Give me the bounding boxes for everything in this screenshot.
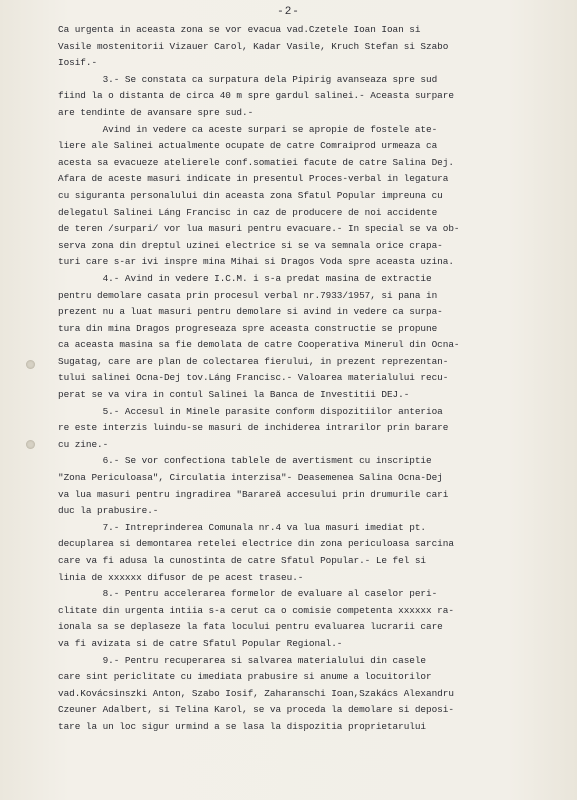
- text-line: serva zona din dreptul uzinei electrice si se va semnala orice crapa-: [58, 239, 443, 251]
- text-line: Avind in vedere ca aceste surpari se apropie de fostele ate-: [58, 123, 438, 135]
- text-line: prezent nu a luat masuri pentru demolare si avind in vedere ca surpa-: [58, 306, 443, 318]
- punch-hole: [26, 360, 35, 369]
- text-line: Iosif.-: [58, 57, 98, 69]
- text-line: decuplarea si demontarea retelei electrice din zona periculoasa sarcina: [58, 538, 454, 550]
- text-line: 7.- Intreprinderea Comunala nr.4 va lua masuri imediat pt.: [58, 521, 427, 533]
- document-body: [58, 22, 570, 736]
- text-line: turi care s-ar ivi inspre mina Mihai si Dragos Voda spre aceasta uzina.: [58, 256, 454, 268]
- text-line: delegatul Salinei Láng Francisc in caz de producere de noi accidente: [58, 206, 438, 218]
- text-line: Afara de aceste masuri indicate in presentul Proces-verbal in legatura: [58, 173, 449, 185]
- text-line: care sint periclitate cu imediata prabusire si anume a locuitorilor: [58, 671, 432, 683]
- text-line: vad.Kovácsinszki Anton, Szabo Iosif, Zaharanschi Ioan,Szakács Alexandru: [58, 687, 454, 699]
- text-line: 5.- Accesul in Minele parasite conform dispozitiilor anterioa: [58, 405, 443, 417]
- text-line: 9.- Pentru recuperarea si salvarea materialului din casele: [58, 654, 427, 666]
- text-line: perat se va vira in contul Salinei la Banca de Investitii DEJ.-: [58, 389, 410, 401]
- page-number: -2-: [277, 6, 300, 18]
- text-line: re este interzis luindu-se masuri de inchiderea intrarilor prin barare: [58, 422, 449, 434]
- text-line: tura din mina Dragos progreseaza spre aceasta constructie se propune: [58, 322, 438, 334]
- text-line: Vasile mostenitorii Vizauer Carol, Kadar Vasile, Kruch Stefan si Szabo: [58, 40, 449, 52]
- text-line: Sugatag, care are plan de colectarea fierului, in prezent reprezentan-: [58, 355, 449, 367]
- text-line: va lua masuri pentru ingradirea "Barareă accesului prin drumurile cari: [58, 488, 449, 500]
- text-line: cu zine.-: [58, 438, 109, 450]
- text-line: acesta sa evacueze atelierele conf.somatiei facute de catre Salina Dej.: [58, 156, 454, 168]
- text-line: Ca urgenta in aceasta zona se vor evacua vad.Czetele Ioan Ioan si: [58, 24, 421, 35]
- text-line: clitate din urgenta intiia s-a cerut ca o comisie competenta xxxxxx ra-: [58, 604, 454, 616]
- text-line: tului salinei Ocna-Dej tov.Láng Francisc.- Valoarea materialului recu-: [58, 372, 449, 384]
- text-line: 4.- Avind in vedere I.C.M. i s-a predat masina de extractie: [58, 272, 432, 284]
- text-line: de teren /surpari/ vor lua masuri pentru evacuare.- In special se va ob-: [58, 223, 460, 235]
- text-line: duc la prabusire.-: [58, 505, 159, 517]
- text-line: care va fi adusa la cunostinta de catre Sfatul Popular.- Le fel si: [58, 555, 427, 566]
- text-line: pentru demolare casata prin procesul verbal nr.7933/1957, si pana in: [58, 289, 438, 301]
- text-line: Czeuner Adalbert, si Telina Karol, se va proceda la demolare si deposi-: [58, 704, 454, 716]
- text-line: cu siguranta personalului din aceasta zona Sfatul Popular impreuna cu: [58, 189, 443, 201]
- text-line: ionala sa se deplaseze la fata locului pentru evaluarea lucrarii care: [58, 621, 443, 633]
- text-line: liere ale Salinei actualmente ocupate de catre Comraiprod urmeaza ca: [58, 140, 438, 152]
- text-line: 6.- Se vor confectiona tablele de avertisment cu inscriptie: [58, 455, 432, 467]
- text-line: 3.- Se constata ca surpatura dela Pipirig avanseaza spre sud: [58, 73, 438, 85]
- text-line: 8.- Pentru accelerarea formelor de evaluare al caselor peri-: [58, 588, 438, 600]
- punch-hole: [26, 440, 35, 449]
- text-line: fiind la o distanta de circa 40 m spre gardul salinei.- Aceasta surpare: [58, 90, 454, 102]
- text-line: va fi avizata si de catre Sfatul Popular Regional.-: [58, 637, 343, 649]
- text-line: linia de xxxxxx difusor de pe acest traseu.-: [58, 571, 304, 583]
- text-line: are tendinte de avansare spre sud.-: [58, 106, 254, 118]
- text-line: tare la un loc sigur urmind a se lasa la dispozitia proprietarului: [58, 720, 427, 732]
- text-line: "Zona Periculoasa", Circulatia interzisa"- Deasemenea Salina Ocna-Dej: [58, 472, 443, 484]
- text-line: ca aceasta masina sa fie demolata de catre Cooperativa Minerul din Ocna-: [58, 339, 460, 351]
